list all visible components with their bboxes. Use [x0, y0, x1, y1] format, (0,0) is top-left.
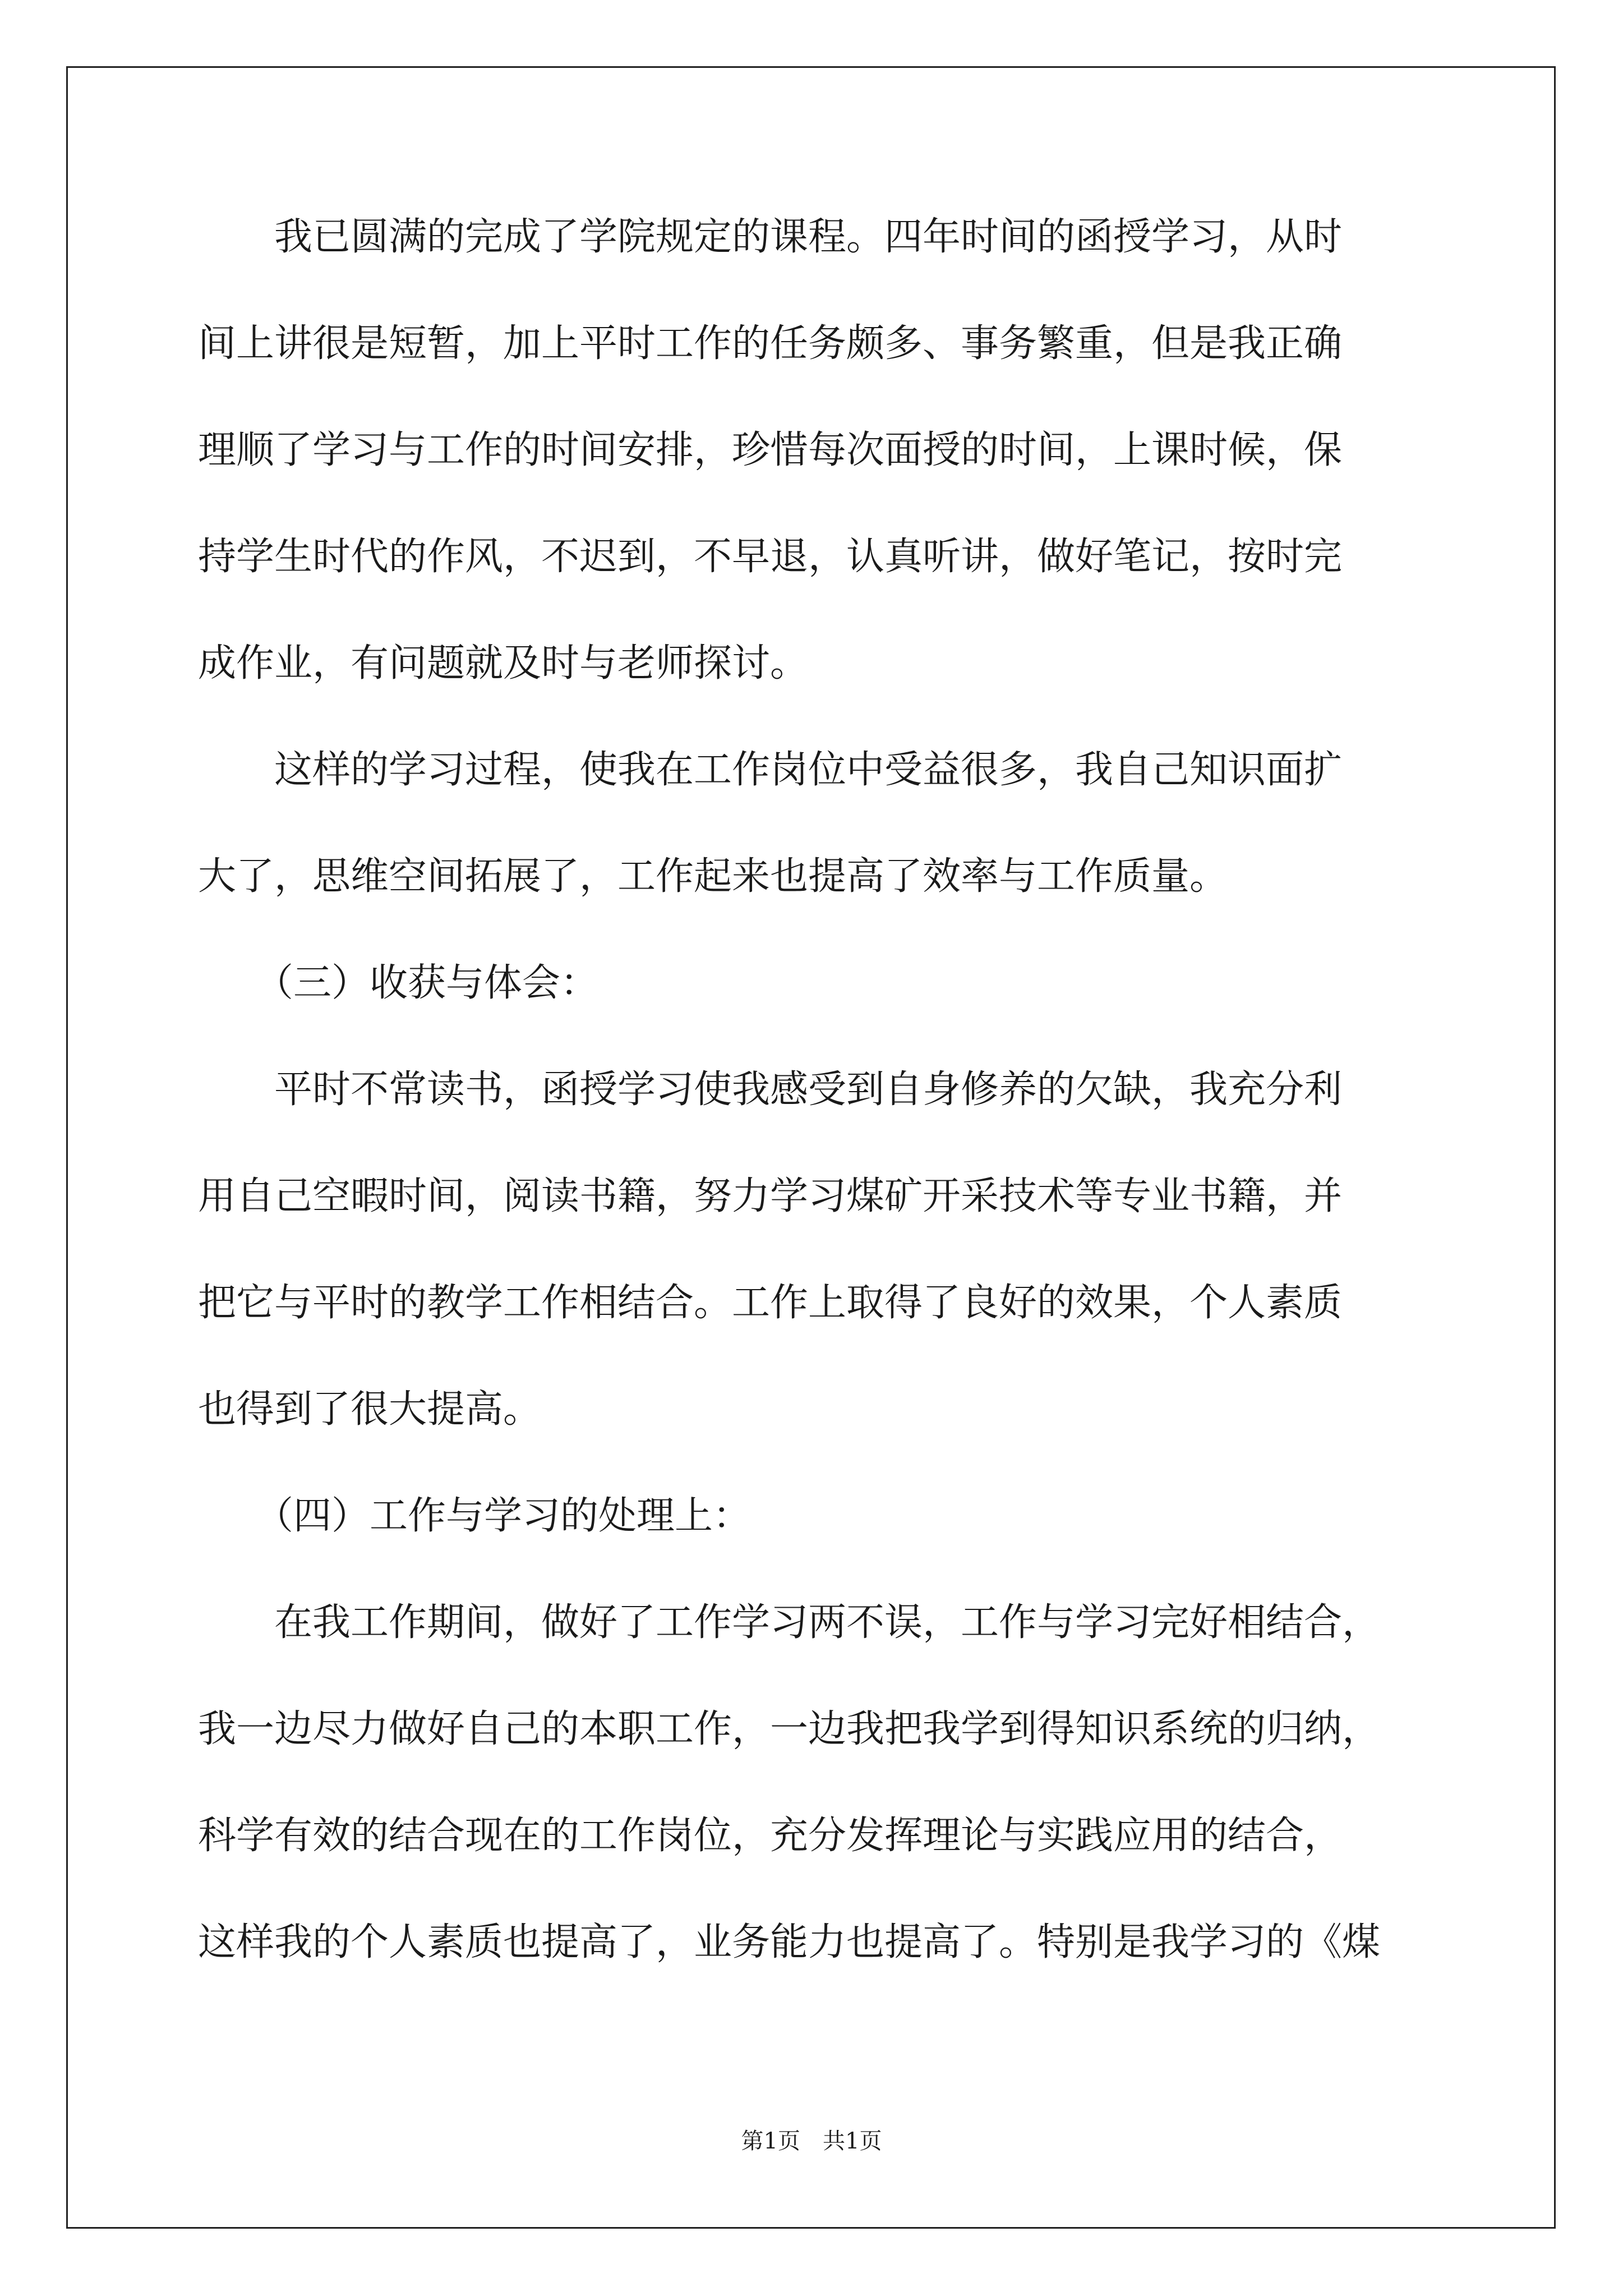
page-border	[66, 66, 1556, 2229]
page-number-footer: 第1页 共1页	[741, 2128, 882, 2154]
paragraph-line: 平时不常读书，函授学习使我感受到自身修养的欠缺，我充分利	[198, 1068, 1343, 1112]
paragraph-line: 这样的学习过程，使我在工作岗位中受益很多，我自己知识面扩	[198, 748, 1343, 792]
section-heading: （四）工作与学习的处理上：	[198, 1494, 751, 1538]
paragraph-line: 我一边尽力做好自己的本职工作，一边我把我学到得知识系统的归纳，	[198, 1707, 1381, 1751]
paragraph-line: 把它与平时的教学工作相结合。工作上取得了良好的效果，个人素质	[198, 1281, 1343, 1325]
paragraph-line: 成作业，有问题就及时与老师探讨。	[198, 641, 809, 685]
paragraph-line: 科学有效的结合现在的工作岗位，充分发挥理论与实践应用的结合，	[198, 1814, 1343, 1858]
paragraph-line: 也得到了很大提高。	[198, 1387, 542, 1432]
section-heading: （三）收获与体会：	[198, 961, 599, 1005]
paragraph-line: 这样我的个人素质也提高了，业务能力也提高了。特别是我学习的《煤	[198, 1920, 1381, 1964]
paragraph-line: 间上讲很是短暂，加上平时工作的任务颇多、事务繁重，但是我正确	[198, 321, 1343, 366]
paragraph-line: 持学生时代的作风，不迟到，不早退，认真听讲，做好笔记，按时完	[198, 535, 1343, 579]
paragraph-line: 用自己空暇时间，阅读书籍，努力学习煤矿开采技术等专业书籍，并	[198, 1174, 1343, 1218]
paragraph-line: 我已圆满的完成了学院规定的课程。四年时间的函授学习，从时	[198, 215, 1343, 259]
paragraph-line: 理顺了学习与工作的时间安排，珍惜每次面授的时间，上课时候，保	[198, 428, 1343, 472]
paragraph-line: 大了，思维空间拓展了，工作起来也提高了效率与工作质量。	[198, 854, 1228, 899]
paragraph-line: 在我工作期间，做好了工作学习两不误，工作与学习完好相结合，	[198, 1600, 1381, 1645]
